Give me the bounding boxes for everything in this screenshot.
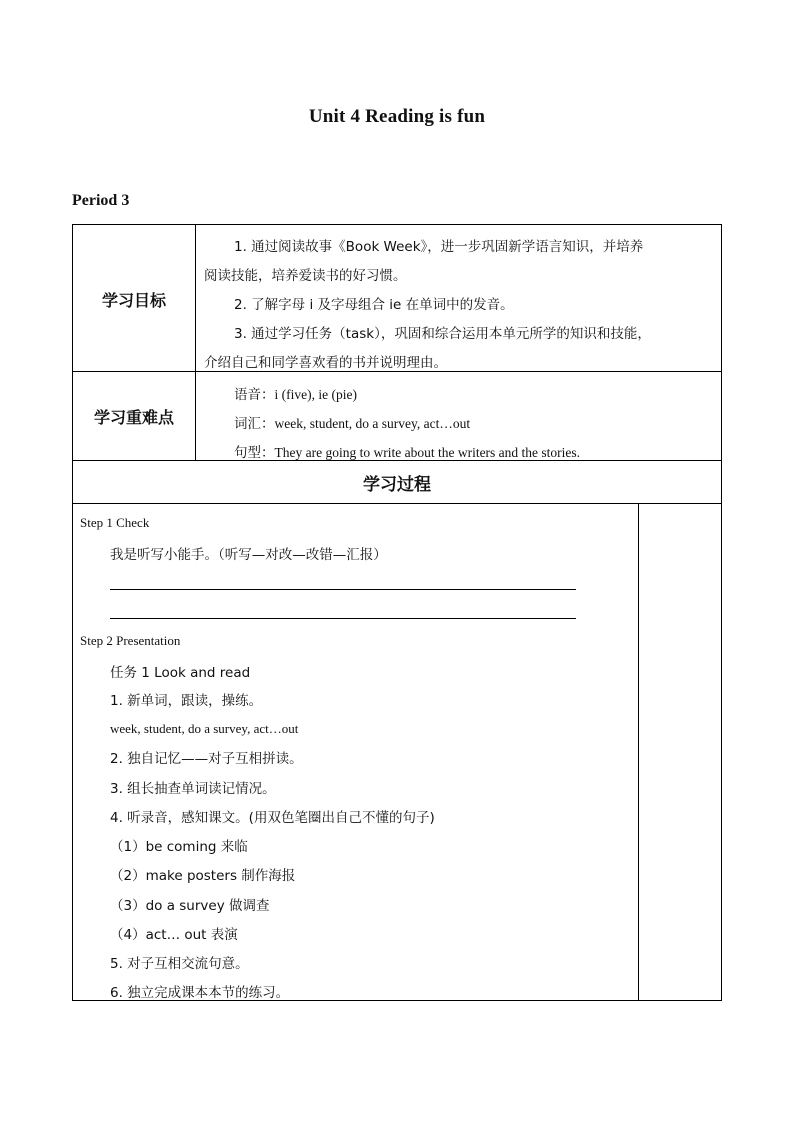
- row-divider: [73, 371, 721, 372]
- process-line: （4）act… out 表演: [110, 927, 238, 943]
- objective-line: 介绍自己和同学喜欢看的书并说明理由。: [204, 355, 447, 371]
- document-title: Unit 4 Reading is fun: [308, 106, 486, 127]
- step-1-title: Step 1 Check: [80, 515, 150, 530]
- key-point-vocabulary: 词汇：week, student, do a survey, act…out: [234, 416, 471, 431]
- period-heading: Period 3: [72, 192, 130, 209]
- row-divider: [73, 503, 721, 504]
- step-1-text: 我是听写小能手。（听写—对改—改错—汇报）: [110, 547, 387, 563]
- notes-column-divider: [638, 503, 639, 1001]
- process-line: 2. 独自记忆——对子互相拼读。: [110, 751, 303, 767]
- objective-line: 3. 通过学习任务（task），巩固和综合运用本单元所学的知识和技能，: [234, 326, 651, 342]
- column-divider: [195, 225, 196, 460]
- process-line: 5. 对子互相交流句意。: [110, 956, 249, 972]
- process-line: 4. 听录音，感知课文。(用双色笔圈出自己不懂的句子): [110, 810, 435, 826]
- objective-line: 1. 通过阅读故事《Book Week》，进一步巩固新学语言知识，并培养: [234, 239, 644, 255]
- process-line: 3. 组长抽查单词读记情况。: [110, 781, 276, 797]
- lesson-table: [72, 224, 722, 1001]
- process-line: （3）do a survey 做调查: [110, 898, 270, 914]
- key-point-sentence: 句型：They are going to write about the writers and the stories.: [234, 445, 581, 460]
- objectives-label: 学习目标: [101, 291, 166, 310]
- task-1-title: 任务 1 Look and read: [110, 665, 251, 681]
- process-line: 6. 独立完成课本本节的练习。: [110, 985, 290, 1001]
- answer-blank-line: [110, 618, 576, 619]
- step-2-title: Step 2 Presentation: [80, 633, 181, 648]
- process-line: week, student, do a survey, act…out: [110, 721, 299, 736]
- process-line: （2）make posters 制作海报: [110, 868, 296, 884]
- key-points-label: 学习重难点: [93, 408, 174, 427]
- process-heading: 学习过程: [363, 475, 431, 495]
- answer-blank-line: [110, 589, 576, 590]
- objective-line: 2. 了解字母 i 及字母组合 ie 在单词中的发音。: [234, 297, 514, 313]
- process-line: 1. 新单词，跟读，操练。: [110, 693, 263, 709]
- objective-line: 阅读技能，培养爱读书的好习惯。: [204, 268, 407, 284]
- process-line: （1）be coming 来临: [110, 839, 248, 855]
- key-point-pronunciation: 语音：i (five), ie (pie): [234, 387, 357, 402]
